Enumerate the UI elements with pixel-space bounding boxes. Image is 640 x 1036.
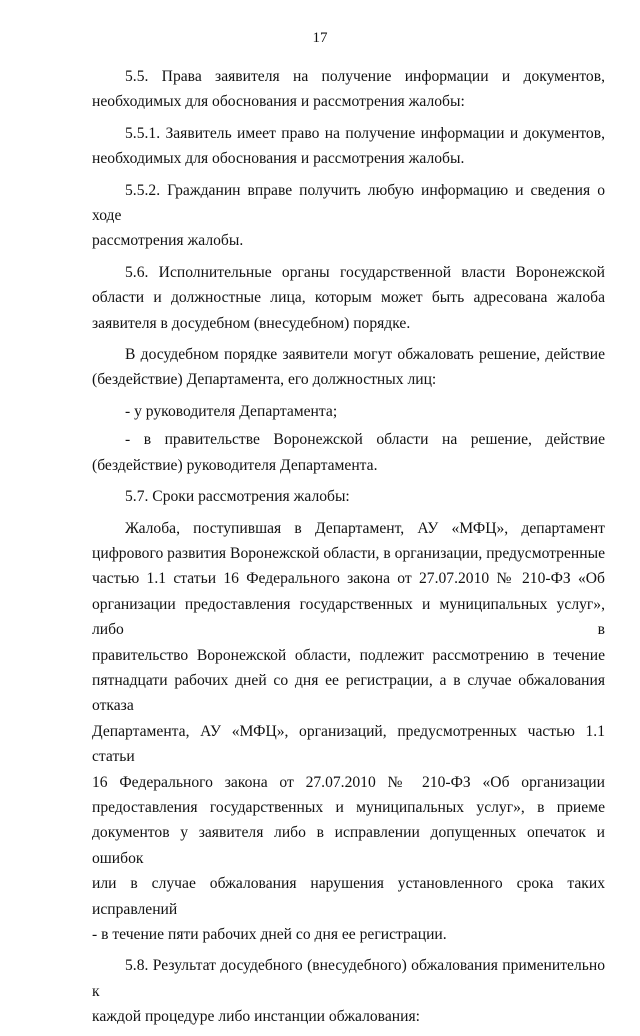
text-line: В досудебном порядке заявители могут обжаловать решение, действие [125, 346, 605, 364]
text-line: частью 1.1 статьи 16 Федерального закона от 27.07.2010 № 210-ФЗ «Об [92, 570, 605, 588]
text-line: пятнадцати рабочих дней со дня ее регистрации, а в случае обжалования отказа [92, 671, 605, 715]
text-line: области и должностные лица, которым может быть адресована жалоба [92, 289, 605, 307]
paragraph-5-8 [92, 953, 605, 1029]
text-line: (бездействие) Департамента, его должностных лиц: [92, 371, 437, 389]
page-number: 17 [312, 30, 328, 46]
paragraph-5-6 [92, 260, 605, 336]
text-line: рассмотрения жалобы. [92, 232, 244, 250]
list-item-government [92, 427, 605, 478]
text-line: 5.5.2. Гражданин вправе получить любую информацию и сведения о ходе [92, 181, 605, 225]
text-line: 5.8. Результат досудебного (внесудебного) обжалования применительно к [92, 957, 605, 1000]
text-line: Жалоба, поступившая в Департамент, АУ «МФЦ», департамент [125, 519, 605, 537]
text-line: 5.5.1. Заявитель имеет право на получение информации и документов, [125, 124, 605, 142]
text-line: заявителя в досудебном (внесудебном) порядке. [92, 314, 411, 332]
text-line: правительство Воронежской области, подлежит рассмотрению в течение [92, 646, 605, 664]
text-line: - у руководителя Департамента; [125, 402, 338, 420]
text-line: предоставления государственных и муниципальных услуг», в приеме [92, 798, 605, 816]
text-line: или в случае обжалования нарушения установленного срока таких исправлений [92, 875, 605, 918]
text-line: каждой процедуре либо инстанции обжалования: [92, 1008, 420, 1026]
document-body [92, 64, 605, 1036]
list-item-head-of-department [92, 399, 605, 424]
paragraph-appeal-order [92, 342, 605, 393]
text-line: документов у заявителя либо в исправлении допущенных опечаток и ошибок [92, 824, 605, 867]
text-line: 16 Федерального закона от 27.07.2010 № 210-ФЗ «Об организации [92, 773, 605, 791]
text-line: необходимых для обоснования и рассмотрения жалобы: [92, 93, 465, 111]
text-line: Департамента, АУ «МФЦ», организаций, предусмотренных частью 1.1 статьи [92, 722, 605, 766]
text-line: 5.6. Исполнительные органы государственной власти Воронежской [125, 263, 605, 281]
paragraph-5-7 [92, 484, 605, 509]
paragraph-5-5-1 [92, 121, 605, 172]
text-line: - в течение пяти рабочих дней со дня ее регистрации. [92, 926, 447, 943]
text-line: организации предоставления государственных и муниципальных услуг», либо в [92, 595, 605, 639]
paragraph-5-5-2 [92, 178, 605, 254]
text-line: цифрового развития Воронежской области, в организации, предусмотренные [92, 544, 605, 562]
text-line: необходимых для обоснования и рассмотрения жалобы. [92, 150, 465, 168]
text-line: 5.7. Сроки рассмотрения жалобы: [125, 488, 350, 506]
paragraph-complaint-terms [92, 516, 605, 948]
paragraph-5-5 [92, 64, 605, 115]
text-line: - в правительстве Воронежской области на решение, действие [125, 431, 605, 449]
text-line: 5.5. Права заявителя на получение информации и документов, [125, 68, 605, 85]
text-line: (бездействие) руководителя Департамента. [92, 456, 378, 474]
